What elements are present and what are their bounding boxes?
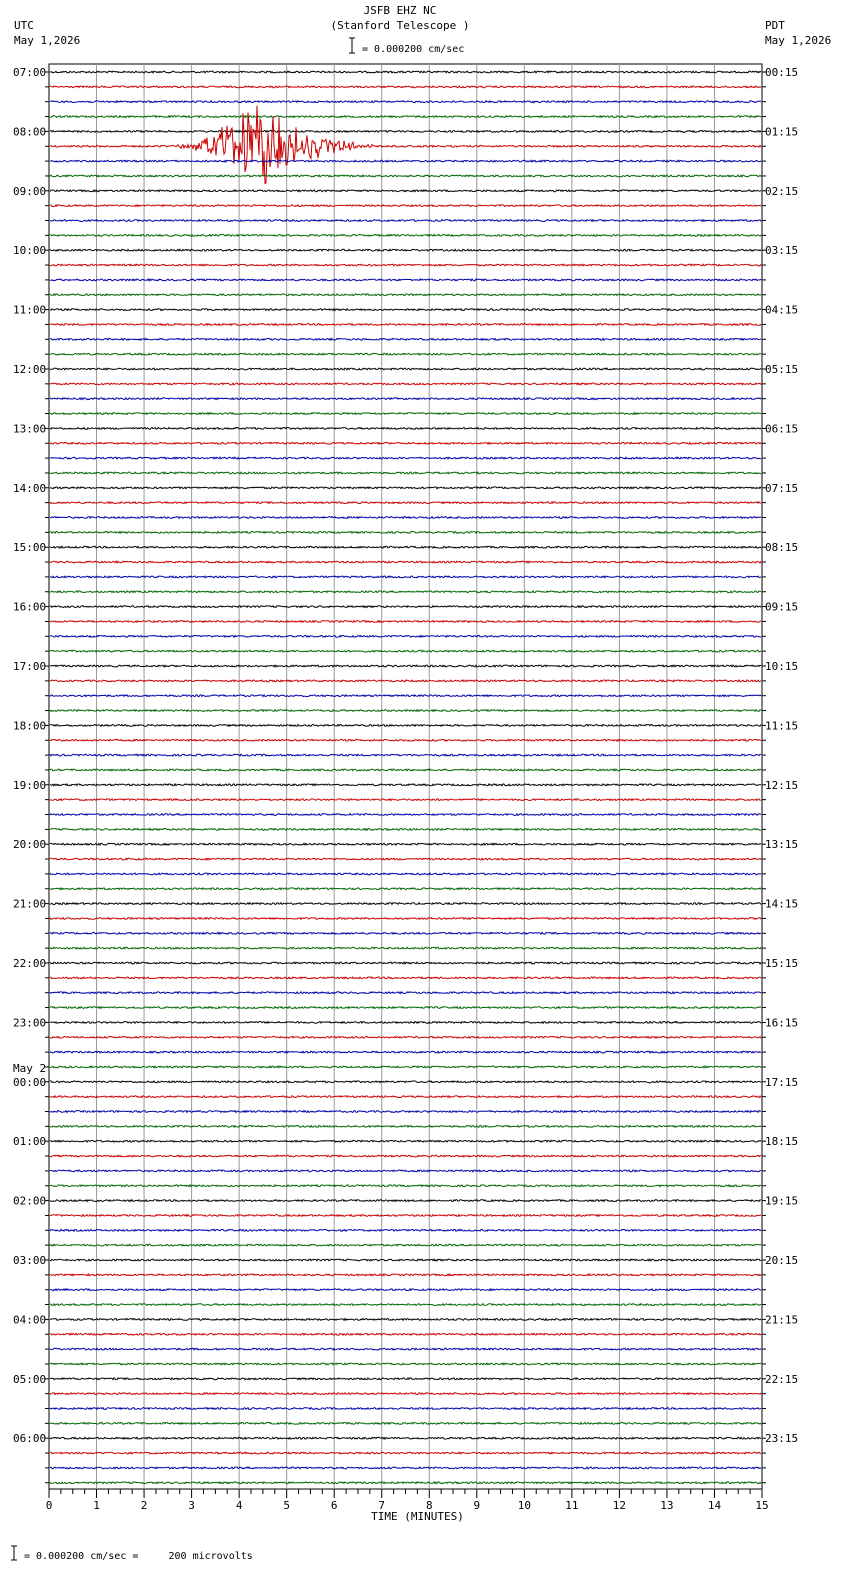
trace-line [50, 992, 761, 994]
site-name: (Stanford Telescope ) [330, 19, 470, 32]
trace-line [50, 1036, 761, 1038]
trace-line [50, 962, 761, 964]
trace-line [50, 621, 761, 623]
trace-line [50, 264, 761, 266]
hour-label-utc: 04:00 [13, 1313, 47, 1327]
trace-line [50, 1096, 761, 1098]
trace-line [50, 353, 761, 355]
hour-label-pdt: 22:15 [765, 1372, 799, 1386]
trace-line [50, 680, 761, 682]
trace-line [50, 413, 761, 415]
trace-line [50, 695, 761, 697]
trace-line [50, 784, 761, 786]
trace-line [50, 1200, 761, 1202]
hour-label-pdt: 00:15 [765, 66, 799, 79]
hour-label-pdt: 20:15 [765, 1254, 799, 1267]
footer-scale-text: = 0.000200 cm/sec = 200 microvolts [24, 1551, 253, 1562]
trace-line [50, 799, 761, 801]
trace-line [50, 1155, 761, 1157]
trace-line [50, 1378, 761, 1380]
trace-line [50, 635, 761, 637]
trace-line [50, 279, 761, 281]
trace-line [50, 769, 761, 771]
hour-label-utc: 05:00 [13, 1372, 47, 1386]
trace-line [50, 754, 761, 756]
trace-line [50, 591, 761, 593]
trace-line [50, 294, 761, 296]
x-tick-label: 3 [188, 1499, 195, 1512]
hour-label-utc: 08:00 [13, 125, 47, 139]
trace-line [50, 1081, 761, 1083]
trace-line [50, 472, 761, 474]
hour-label-pdt: 09:15 [765, 600, 799, 614]
x-tick-label: 14 [707, 1499, 722, 1512]
trace-line [50, 457, 761, 459]
seismic-traces [50, 71, 761, 1484]
hour-label-pdt: 07:15 [765, 481, 799, 495]
hour-label-utc: 16:00 [13, 600, 47, 614]
trace-line [50, 71, 761, 73]
trace-line [50, 1319, 761, 1321]
x-tick-label: 15 [755, 1499, 769, 1512]
x-tick-label: 2 [140, 1499, 148, 1512]
trace-line [50, 1423, 761, 1425]
left-date: May 1,2026 [14, 34, 81, 47]
trace-line [50, 86, 761, 88]
hour-label-utc: 12:00 [13, 363, 47, 376]
trace-line [50, 1289, 761, 1291]
trace-line [50, 1126, 761, 1128]
trace-line [50, 829, 761, 831]
hour-label-pdt: 08:15 [765, 541, 799, 555]
hour-label-pdt: 18:15 [765, 1135, 799, 1149]
trace-line [50, 843, 761, 845]
trace-line [50, 918, 761, 920]
trace-line [50, 1274, 761, 1276]
hour-label-utc: 09:00 [13, 184, 47, 198]
hour-label-utc: 02:00 [13, 1194, 47, 1208]
hour-label-pdt: 05:15 [765, 363, 799, 376]
trace-line [50, 665, 761, 667]
trace-line [50, 561, 761, 563]
hour-label-utc: 03:00 [13, 1254, 47, 1267]
hour-label-pdt: 14:15 [765, 897, 799, 911]
trace-line [50, 1408, 761, 1410]
trace-line [50, 205, 761, 207]
trace-line [50, 1111, 761, 1113]
hour-label-pdt: 11:15 [765, 719, 799, 733]
trace-line [50, 1022, 761, 1024]
trace-line [50, 650, 761, 652]
trace-line [50, 710, 761, 712]
trace-line [50, 977, 761, 979]
trace-line [50, 220, 761, 222]
trace-line [50, 932, 761, 934]
trace-line [50, 1244, 761, 1246]
left-timezone: UTC [14, 19, 34, 32]
hour-label-utc: 00:00 [13, 1075, 47, 1089]
trace-line [50, 1482, 761, 1484]
trace-line [50, 190, 761, 192]
hour-label-utc: 19:00 [13, 778, 47, 792]
hour-label-utc: 18:00 [13, 719, 47, 733]
hour-label-pdt: 15:15 [765, 957, 799, 970]
hour-label-pdt: 03:15 [765, 244, 799, 258]
hour-label-pdt: 19:15 [765, 1194, 799, 1208]
station-title: JSFB EHZ NC [363, 4, 437, 17]
x-tick-label: 4 [235, 1499, 243, 1512]
trace-line [50, 383, 761, 385]
hour-label-utc: 01:00 [13, 1135, 47, 1149]
trace-line [50, 1215, 761, 1217]
hour-label-pdt: 01:15 [765, 125, 799, 139]
x-tick-label: 7 [378, 1499, 386, 1512]
header-scale-icon [349, 38, 355, 53]
hour-label-utc: 23:00 [13, 1016, 47, 1030]
trace-line [50, 249, 761, 251]
header-scale-text: = 0.000200 cm/sec [362, 44, 465, 55]
trace-line [50, 131, 761, 133]
trace-line [50, 1007, 761, 1009]
trace-line [50, 442, 761, 444]
trace-line [50, 338, 761, 340]
trace-line [50, 947, 761, 949]
trace-line [50, 398, 761, 400]
hour-label-pdt: 12:15 [765, 778, 799, 792]
hour-label-pdt: 17:15 [765, 1075, 799, 1089]
trace-line [50, 487, 761, 489]
trace-line [50, 1185, 761, 1187]
hour-label-pdt: 16:15 [765, 1016, 799, 1030]
hour-label-utc: 15:00 [13, 541, 47, 555]
trace-line [50, 903, 761, 905]
right-date: May 1,2026 [765, 34, 832, 47]
hour-label-pdt: 23:15 [765, 1432, 799, 1446]
trace-line [50, 1452, 761, 1454]
right-timezone: PDT [765, 19, 785, 32]
trace-line [50, 725, 761, 727]
trace-line [50, 1363, 761, 1365]
trace-line [50, 309, 761, 311]
trace-line [50, 606, 761, 608]
axis-labels [13, 66, 798, 1512]
trace-line [50, 1467, 761, 1469]
trace-line [50, 160, 761, 162]
hour-label-pdt: 02:15 [765, 184, 799, 198]
hour-label-utc: 10:00 [13, 244, 47, 258]
x-tick-label: 8 [425, 1499, 433, 1512]
trace-line [50, 1437, 761, 1439]
trace-line [50, 235, 761, 237]
trace-line [50, 873, 761, 875]
date-change-label: May 2 [13, 1061, 47, 1075]
hour-label-utc: 07:00 [13, 66, 47, 79]
hour-label-pdt: 06:15 [765, 422, 799, 436]
x-tick-label: 13 [660, 1499, 674, 1512]
hour-label-utc: 13:00 [13, 422, 47, 436]
trace-line [50, 1348, 761, 1350]
hour-label-pdt: 10:15 [765, 660, 799, 673]
x-tick-label: 11 [565, 1499, 579, 1512]
trace-line [50, 1333, 761, 1335]
trace-line [50, 1051, 761, 1053]
x-tick-label: 10 [517, 1499, 531, 1512]
trace-line [50, 814, 761, 816]
x-tick-label: 5 [283, 1499, 290, 1512]
trace-line [50, 116, 761, 118]
xlabel: TIME (MINUTES) [371, 1510, 464, 1523]
trace-line [50, 1066, 761, 1068]
trace-line [50, 546, 761, 548]
hour-label-utc: 17:00 [13, 660, 47, 673]
trace-line [50, 532, 761, 534]
trace-line [50, 888, 761, 890]
hour-label-utc: 21:00 [13, 897, 47, 911]
x-tick-label: 6 [330, 1499, 338, 1512]
hour-label-utc: 06:00 [13, 1432, 47, 1446]
trace-line [50, 1170, 761, 1172]
hour-label-utc: 11:00 [13, 303, 47, 317]
trace-line [50, 428, 761, 430]
trace-line [50, 1304, 761, 1306]
hour-label-utc: 20:00 [13, 838, 47, 852]
trace-line [50, 175, 761, 177]
trace-line [50, 1259, 761, 1261]
trace-line [50, 101, 761, 103]
trace-line [50, 517, 761, 519]
x-tick-label: 9 [473, 1499, 481, 1512]
trace-line [50, 576, 761, 578]
hour-label-pdt: 21:15 [765, 1313, 799, 1327]
x-tick-label: 1 [93, 1499, 100, 1512]
trace-line [50, 502, 761, 504]
trace-line [50, 739, 761, 741]
trace-line [50, 1140, 761, 1142]
x-tick-label: 0 [45, 1499, 53, 1512]
footer-scale-icon [11, 1546, 17, 1560]
trace-line [50, 1393, 761, 1395]
hour-label-pdt: 13:15 [765, 838, 799, 852]
x-tick-label: 12 [612, 1499, 627, 1512]
hour-label-utc: 22:00 [13, 957, 47, 970]
trace-line [50, 1229, 761, 1231]
trace-line [50, 368, 761, 370]
trace-line [50, 858, 761, 860]
trace-line [50, 324, 761, 326]
hour-label-pdt: 04:15 [765, 303, 799, 317]
hour-label-utc: 14:00 [13, 481, 47, 495]
